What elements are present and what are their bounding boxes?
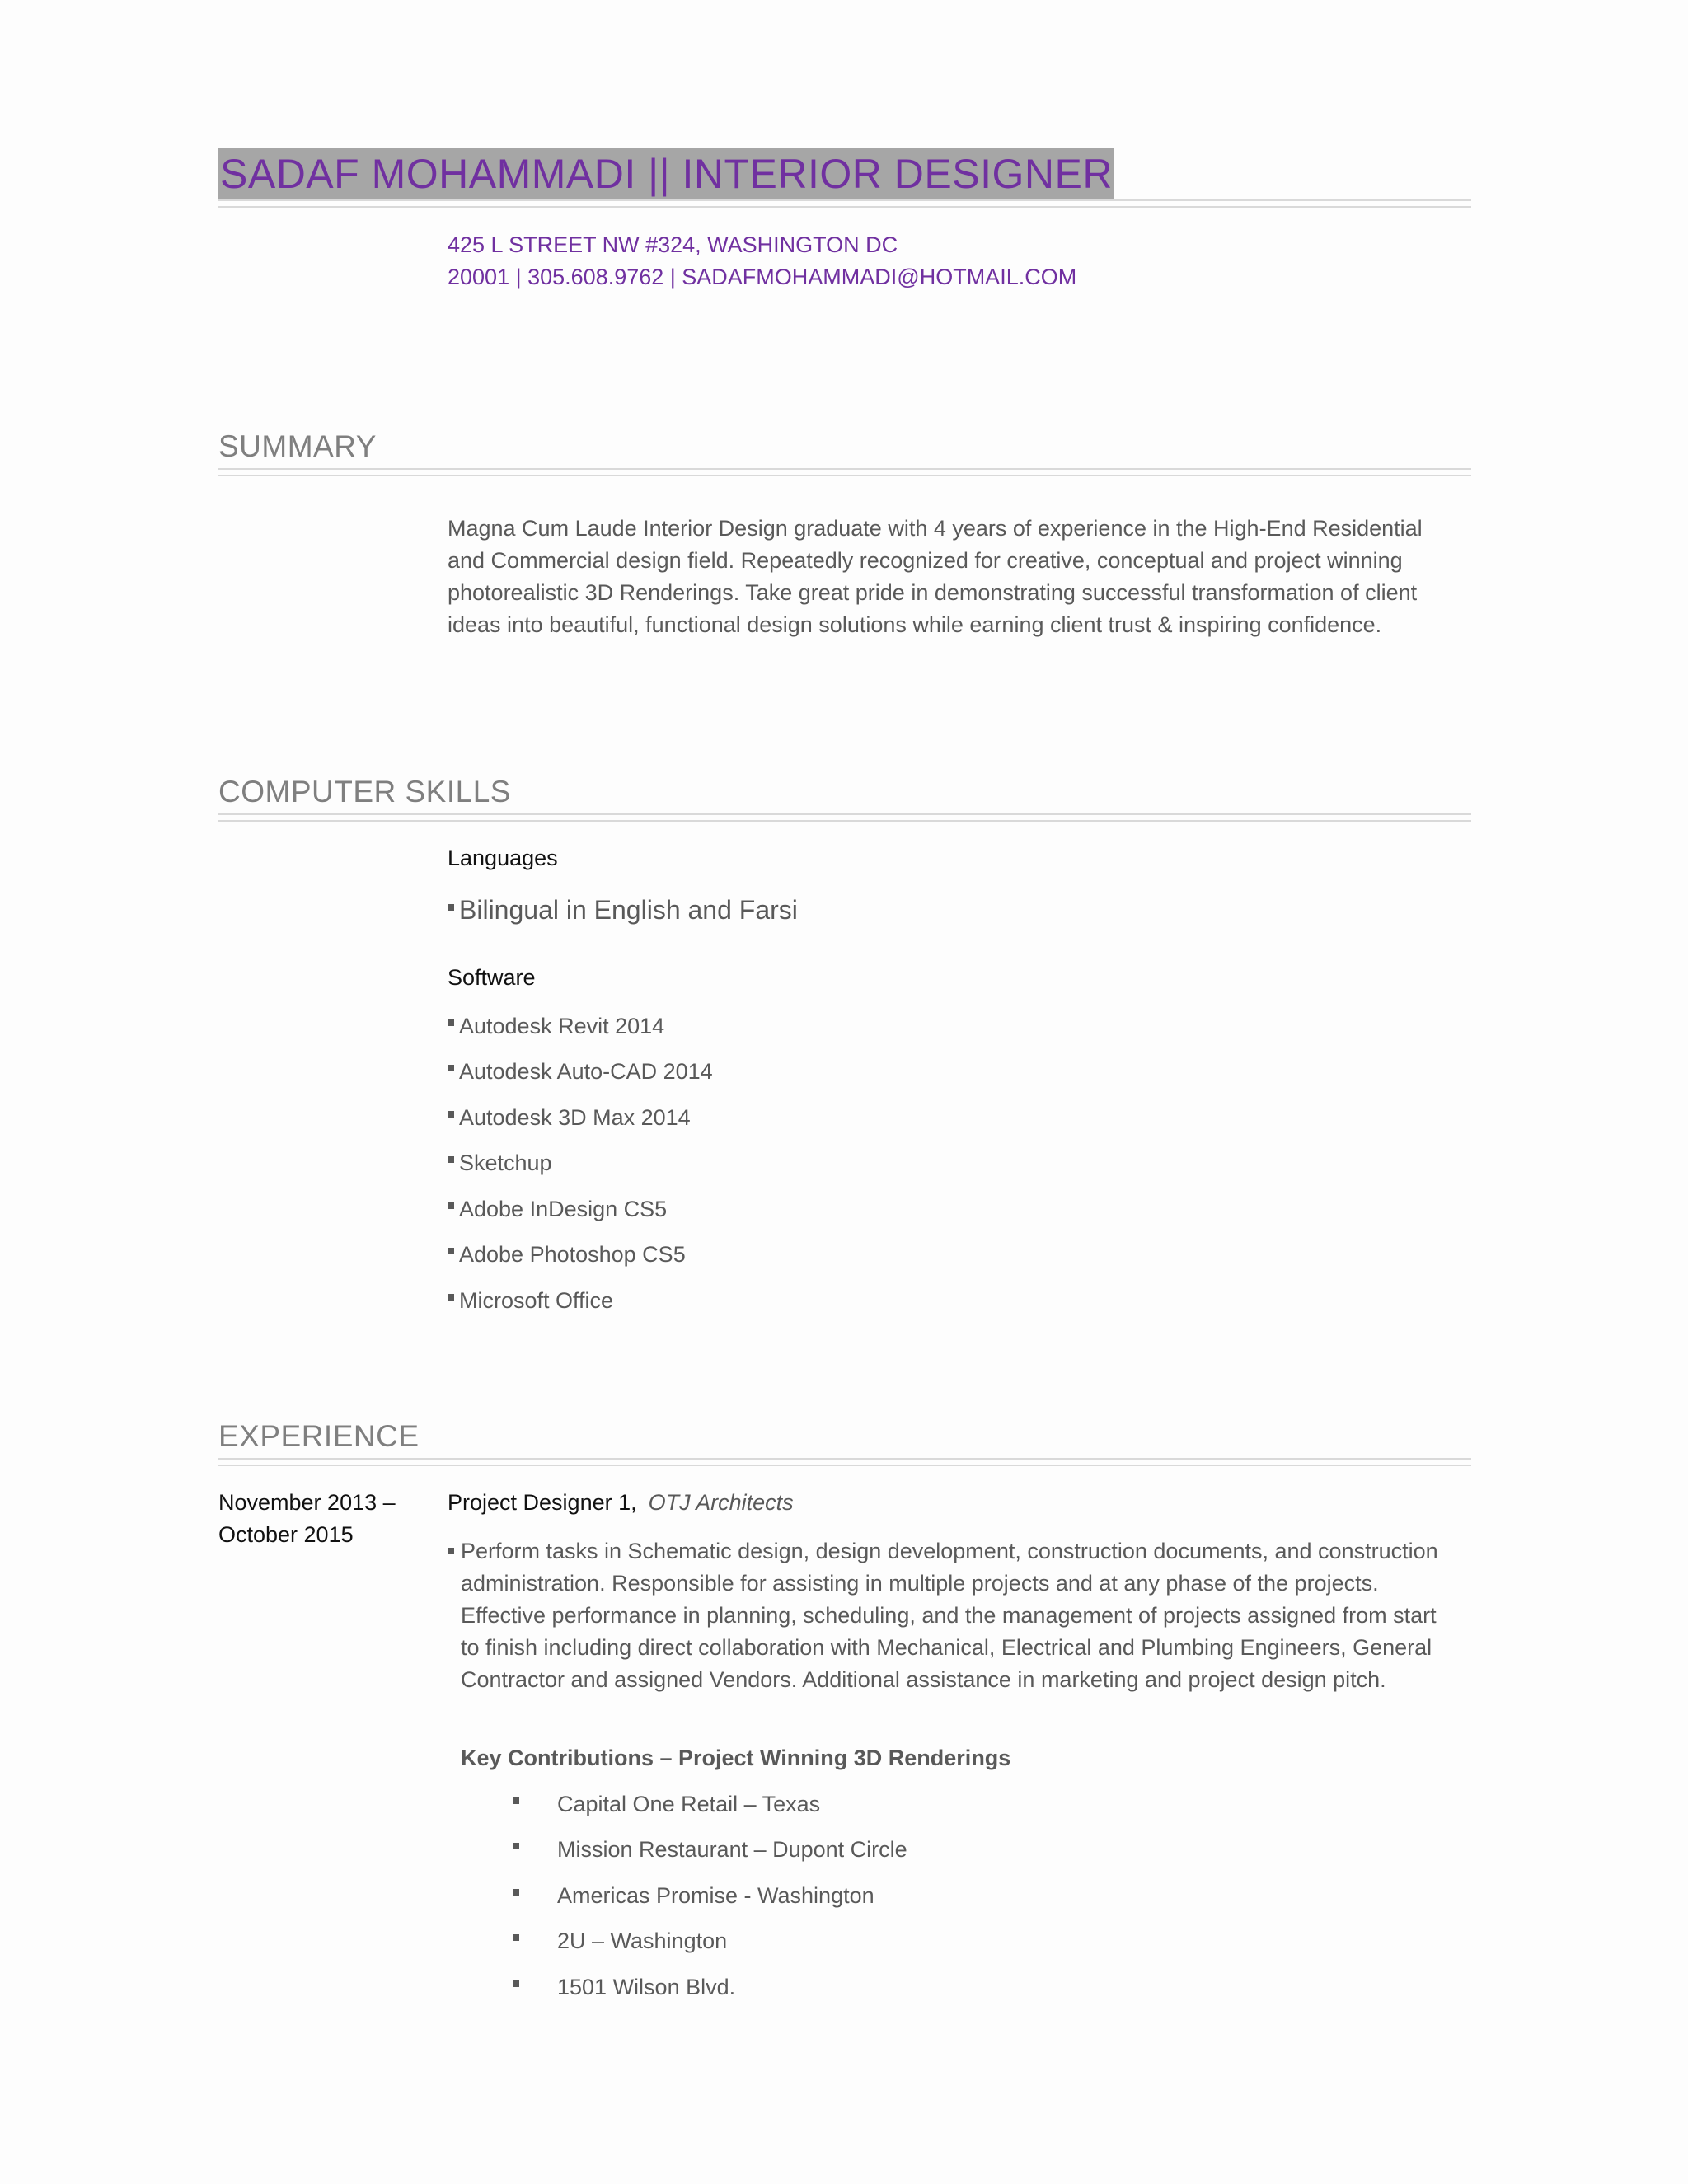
language-item: Bilingual in English and Farsi bbox=[448, 892, 798, 928]
bullet-square-icon bbox=[513, 1889, 519, 1896]
languages-label: Languages bbox=[448, 846, 558, 870]
contact-address: 425 L STREET NW #324, WASHINGTON DC bbox=[448, 232, 898, 257]
bullet-square-icon bbox=[448, 1019, 454, 1026]
contribution-item: 1501 Wilson Blvd. bbox=[513, 1971, 735, 2004]
contribution-item: Capital One Retail – Texas bbox=[513, 1788, 820, 1821]
software-item: Adobe InDesign CS5 bbox=[448, 1193, 667, 1226]
computer-skills-heading: COMPUTER SKILLS bbox=[218, 775, 511, 808]
software-item: Autodesk Revit 2014 bbox=[448, 1010, 664, 1043]
bullet-square-icon bbox=[513, 1980, 519, 1987]
job-dates: November 2013 – October 2015 bbox=[218, 1490, 396, 1547]
bullet-square-icon bbox=[513, 1797, 519, 1804]
job-title bbox=[448, 1487, 794, 1519]
bullet-square-icon bbox=[448, 1248, 454, 1254]
job-role: Project Designer 1, bbox=[448, 1490, 637, 1515]
bullet-square-icon bbox=[448, 1202, 454, 1209]
software-item: Microsoft Office bbox=[448, 1285, 613, 1317]
experience-heading: EXPERIENCE bbox=[218, 1419, 420, 1453]
name-header bbox=[218, 148, 1471, 199]
skills-divider bbox=[218, 813, 1471, 822]
bullet-square-icon bbox=[448, 1548, 454, 1554]
bullet-square-icon bbox=[448, 1294, 454, 1301]
experience-divider bbox=[218, 1458, 1471, 1466]
header-divider bbox=[218, 199, 1471, 208]
bullet-square-icon bbox=[513, 1934, 519, 1941]
job-description-text: Perform tasks in Schematic design, design development, construction documents, and construction administration. Responsible for assisting in multiple projects and at any phase of the projects. Effective performance in planning, scheduling, and the management of projects assigned from start to finish including direct collaboration with Mechanical, Electrical and Plumbing Engineers, General Contractor and assigned Vendors. Additional assistance in marketing and project design pitch. bbox=[461, 1539, 1438, 1692]
bullet-square-icon bbox=[513, 1843, 519, 1849]
software-item: Autodesk 3D Max 2014 bbox=[448, 1102, 691, 1134]
software-item: Adobe Photoshop CS5 bbox=[448, 1239, 686, 1271]
job-description bbox=[448, 1535, 1470, 1696]
software-label: Software bbox=[448, 965, 536, 990]
contribution-item: Americas Promise - Washington bbox=[513, 1880, 874, 1912]
bullet-square-icon bbox=[448, 904, 454, 911]
contact-info bbox=[448, 229, 1076, 293]
bullet-square-icon bbox=[448, 1111, 454, 1118]
contact-phone-email: 20001 | 305.608.9762 | SADAFMOHAMMADI@HOTMAIL.COM bbox=[448, 265, 1077, 289]
contribution-item: 2U – Washington bbox=[513, 1925, 727, 1957]
summary-divider bbox=[218, 468, 1471, 476]
bullet-square-icon bbox=[448, 1156, 454, 1163]
contribution-item: Mission Restaurant – Dupont Circle bbox=[513, 1834, 907, 1866]
summary-text: Magna Cum Laude Interior Design graduate with 4 years of experience in the High-End Residential and Commercial design field. Repeatedly recognized for creative, conceptual and project winning photorealistic 3D Renderings. Take great pride in demonstrating successful transformation of client ideas into beautiful, functional design solutions while earning client trust & inspiring confidence. bbox=[448, 516, 1423, 637]
software-item: Sketchup bbox=[448, 1147, 552, 1179]
summary-heading: SUMMARY bbox=[218, 429, 377, 463]
bullet-square-icon bbox=[448, 1065, 454, 1071]
name-title: SADAF MOHAMMADI || INTERIOR DESIGNER bbox=[218, 148, 1114, 199]
job-company: OTJ Architects bbox=[648, 1490, 794, 1515]
software-item: Autodesk Auto-CAD 2014 bbox=[448, 1056, 713, 1088]
key-contributions-heading: Key Contributions – Project Winning 3D Renderings bbox=[461, 1746, 1011, 1770]
